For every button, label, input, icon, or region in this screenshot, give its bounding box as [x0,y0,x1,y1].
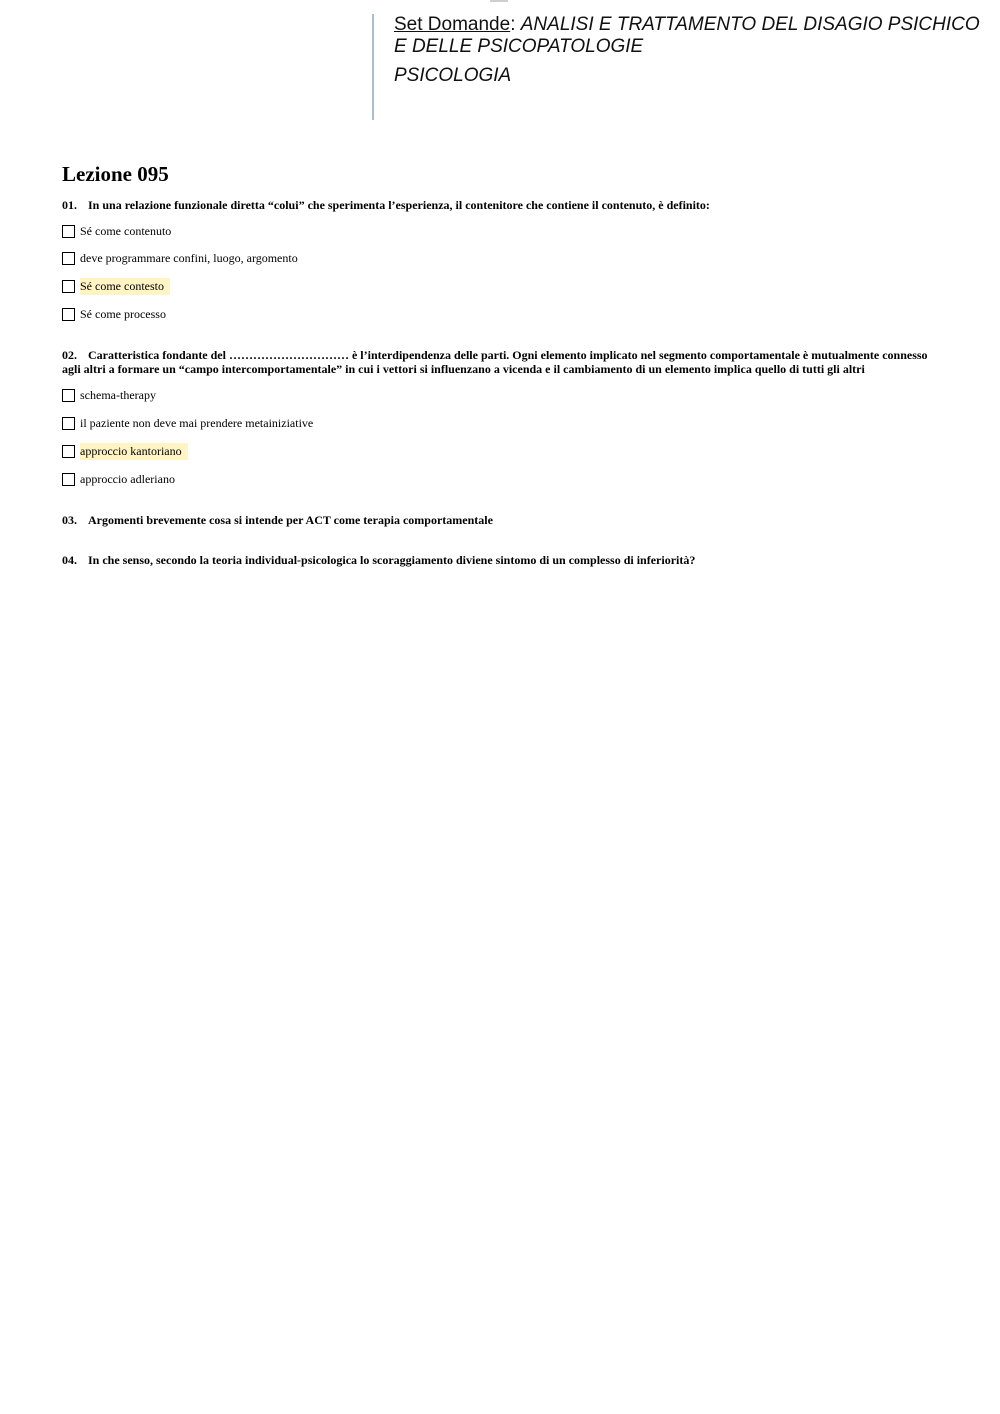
checkbox-icon[interactable] [62,225,75,238]
answer-option[interactable] [62,306,169,322]
document-header [372,14,994,120]
answer-option[interactable] [62,443,188,459]
set-heading [394,14,994,58]
checkbox-icon[interactable] [62,417,75,430]
question-03 [62,513,942,527]
answer-option[interactable] [62,223,174,239]
question-number: 01. [62,198,77,212]
question-04 [62,553,942,567]
checkbox-icon[interactable] [62,280,75,293]
option-label-highlighted: approccio kantoriano [80,443,188,460]
set-colon: : [510,14,516,35]
question-number: 03. [62,513,77,527]
option-label: Sé come contenuto [80,223,172,238]
option-label: Sé come processo [80,306,166,321]
set-label: Set Domande [394,14,511,35]
question-text: In una relazione funzionale diretta “colui” che sperimenta l’esperienza, il contenitore che contiene il contenuto, è definito: [88,198,710,212]
answer-option[interactable] [62,387,159,403]
question-text: Argomenti brevemente cosa si intende per ACT come terapia comportamentale [88,513,493,527]
checkbox-icon[interactable] [62,252,75,265]
answer-option[interactable] [62,250,301,266]
checkbox-icon[interactable] [62,473,75,486]
question-text: Caratteristica fondante del ………………………… è l’interdipendenza delle parti. Ogni elemento implicato nel segmento comportamentale è mutualmente connesso agli altri a formare un “campo intercomportamentale” in cui i vettori si influenzano a vicenda e il cambiamento di un elemento implica quello di tutti gli altri [62,348,928,376]
checkbox-icon[interactable] [62,445,75,458]
top-scan-mark [490,0,508,2]
option-label-highlighted: Sé come contesto [80,278,170,295]
answer-option[interactable] [62,415,316,431]
option-label: il paziente non deve mai prendere metainiziative [80,415,314,430]
checkbox-icon[interactable] [62,389,75,402]
option-label: deve programmare confini, luogo, argomento [80,250,298,265]
question-number: 04. [62,553,77,567]
option-label: approccio adleriano [80,471,175,486]
answer-option[interactable] [62,471,178,487]
set-title: ANALISI E TRATTAMENTO DEL DISAGIO PSICHICO E DELLE PSICOPATOLOGIE [394,14,980,57]
subject-name: PSICOLOGIA [394,65,512,86]
question-01 [62,198,942,212]
question-text: In che senso, secondo la teoria individual-psicologica lo scoraggiamento diviene sintomo di un complesso di inferiorità? [88,553,696,567]
checkbox-icon[interactable] [62,308,75,321]
option-label: schema-therapy [80,387,156,402]
question-number: 02. [62,348,77,362]
lesson-title: Lezione 095 [62,162,169,186]
question-02 [62,348,942,376]
answer-option[interactable] [62,278,170,294]
